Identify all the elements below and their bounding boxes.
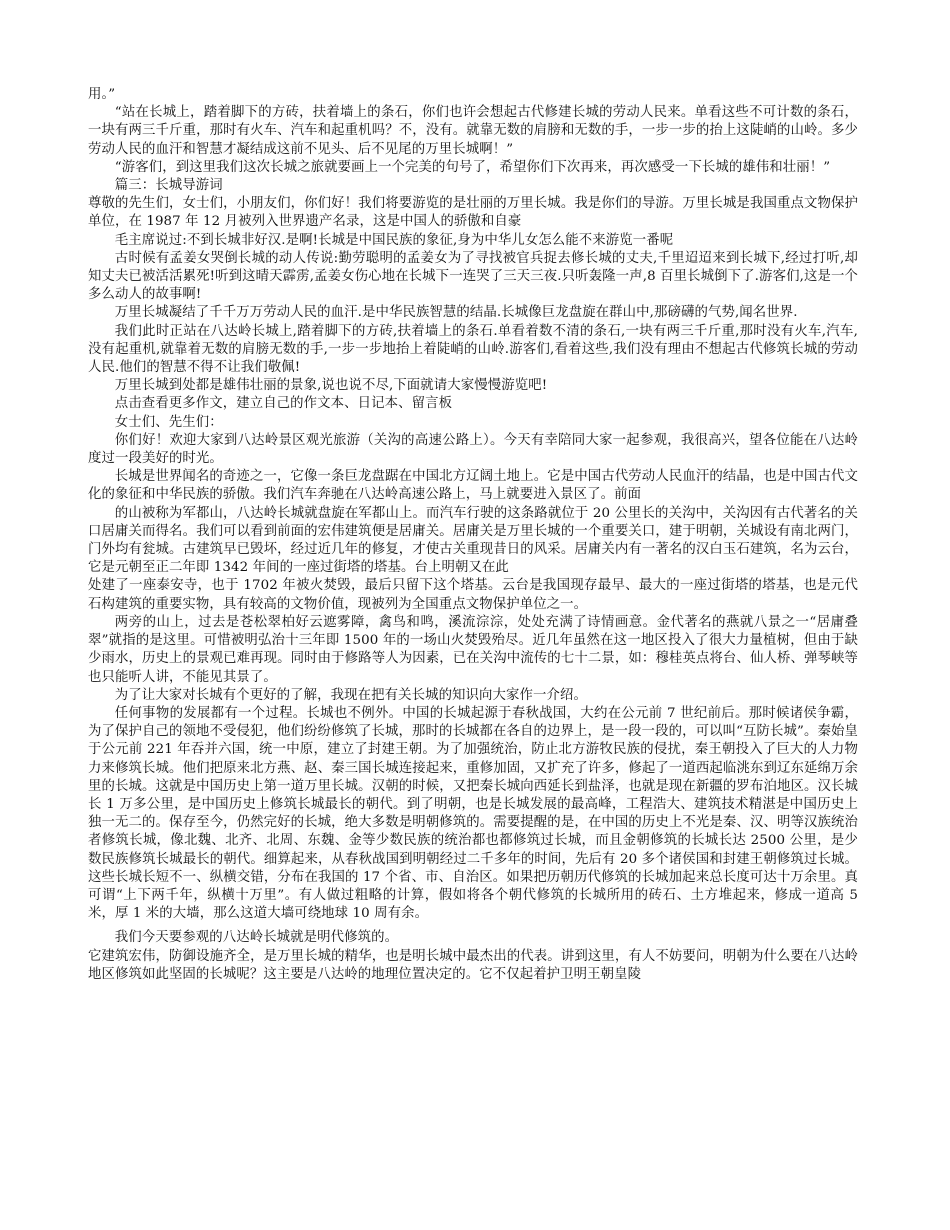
- paragraph: 为了让大家对长城有个更好的了解，我现在把有关长城的知识向大家作一介绍。: [114, 687, 587, 703]
- paragraph: “站在长城上，踏着脚下的方砖，扶着墙上的条石，你们也许会想起古代修建长城的劳动人民来。单看这些不可计数的条石，一块有两三千斤重，那时有火车、汽车和起重机吗？不，没有。就靠无数的肩膀和无数的手，一步一步的抬上这陡峭的山岭。多少劳动人民的血汗和智慧才凝结成这前不见头、后不见尾的万里长城啊！”: [88, 105, 858, 157]
- paragraph: 处建了一座泰安寺，也于 1702 年被火焚毁，最后只留下这个塔基。云台是我国现存最早、最大的一座过街塔的塔基，也是元代石构建筑的重要实物，具有较高的文物价值，现被列为全国重点文物保护单位之一。: [88, 578, 858, 612]
- paragraph: 它建筑宏伟，防御设施齐全，是万里长城的精华，也是明长城中最杰出的代表。讲到这里，有人不妨要问，明朝为什么要在八达岭地区修筑如此坚固的长城呢？这主要是八达岭的地理位置决定的。它不仅起着护卫明王朝皇陵: [88, 948, 858, 982]
- paragraph: 万里长城到处都是雄伟壮丽的景象,说也说不尽,下面就请大家慢慢游览吧!: [114, 378, 548, 394]
- paragraph: “游客们，到这里我们这次长城之旅就要画上一个完美的句号了，希望你们下次再来，再次感受一下长城的雄伟和壮丽！”: [114, 159, 831, 175]
- paragraph: 任何事物的发展都有一个过程。长城也不例外。中国的长城起源于春秋战国，大约在公元前 7 世纪前后。那时候诸侯争霸，为了保护自己的领地不受侵犯，他们纷纷修筑了长城，那时的长城都在各自的边界上，是一段一段的，可以叫“互防长城”。秦始皇于公元前 221 年吞并六国，统一中原，建立了封建王朝。为了加强统治，防止北方游牧民族的侵扰，秦王朝投入了巨大的人力物力来修筑长城。他们把原来北方燕、赵、秦三国长城连接起来，重修加固，又扩充了许多，修起了一道西起临洮东到辽东延绵万余里的长城。这就是中国历史上第一道万里长城。汉朝的时候，又把秦长城向西延长到盐泽，也就是现在新疆的罗布泊地区。汉长城长 1 万多公里，是中国历史上修筑长城最长的朝代。到了明朝，也是长城发展的最高峰，工程浩大、建筑技术精湛是中国历史上独一无二的。保存至今，仍然完好的长城，绝大多数是明朝修筑的。需要提醒的是，在中国的历史上不光是秦、汉、明等汉族统治者修筑长城，像北魏、北齐、北周、东魏、金等少数民族的统治都也都修筑过长城，而且金朝修筑的长城长达 2500 公里，是少数民族修筑长城最长的朝代。细算起来，从春秋战国到明朝经过二千多年的时间，先后有 20 多个诸侯国和封建王朝修筑过长城。这些长城长短不一、纵横交错，分布在我国的 17 个省、市、自治区。如果把历朝历代修筑的长城加起来总长度可达十万余里。真可谓“上下两千年，纵横十万里”。有人做过粗略的计算，假如将各个朝代修筑的长城所用的砖石、土方堆起来，修成一道高 5 米，厚 1 米的大墙，那么这道大墙可绕地球 10 周有余。: [88, 705, 858, 922]
- paragraph: 尊敬的先生们，女士们，小朋友们，你们好！我们将要游览的是壮丽的万里长城。我是你们的导游。万里长城是我国重点文物保护单位，在 1987 年 12 月被列入世界遗产名录，这是中国人的骄傲和自豪: [88, 196, 858, 230]
- paragraph: 毛主席说过:不到长城非好汉.是啊!长城是中国民族的象征,身为中华儿女怎么能不来游览一番呢: [114, 232, 674, 248]
- paragraph: 古时候有孟姜女哭倒长城的动人传说:勤劳聪明的孟姜女为了寻找被官兵捉去修长城的丈夫,千里迢迢来到长城下,经过打听,却知丈夫已被活活累死!听到这晴天霹雳,孟姜女伤心地在长城下一连哭了三天三夜.只听轰隆一声,8 百里长城倒下了.游客们,这是一个多么动人的故事啊!: [88, 250, 858, 303]
- greeting: 女士们、先生们：: [114, 414, 223, 430]
- paragraph: 用。”: [88, 87, 116, 102]
- paragraph: 万里长城凝结了千千万万劳动人民的血汗.是中华民族智慧的结晶.长城像巨龙盘旋在群山中,那磅礴的气势,闻名世界.: [114, 305, 798, 321]
- paragraph: 的山被称为军都山，八达岭长城就盘旋在军都山上。而汽车行驶的这条路就位于 20 公里长的关沟中，关沟因有古代著名的关口居庸关而得名。我们可以看到前面的宏伟建筑便是居庸关。居庸关是万里长城的一个重要关口，建于明朝，关城设有南北两门，门外均有瓮城。古建筑早已毁坏，经过近几年的修复，才使古关重现昔日的风采。居庸关内有一著名的汉白玉石建筑，名为云台，它是元朝至正二年即 1342 年间的一座过街塔的塔基。台上明朝又在此: [88, 505, 858, 576]
- section-heading: 篇三：长城导游词: [114, 178, 223, 194]
- paragraph: 我们此时正站在八达岭长城上,踏着脚下的方砖,扶着墙上的条石.单看着数不清的条石,一块有两三千斤重,那时没有火车,汽车,没有起重机,就靠着无数的肩膀无数的手,一步一步地抬上着陡峭的山岭.游客们,看着这些,我们没有理由不想起古代修筑长城的劳动人民.他们的智慧不得不让我们敬佩!: [88, 323, 858, 376]
- paragraph: 长城是世界闻名的奇迹之一，它像一条巨龙盘踞在中国北方辽阔土地上。它是中国古代劳动人民血汗的结晶，也是中国古代文化的象征和中华民族的骄傲。我们汽车奔驰在八达岭高速公路上，马上就要进入景区了。前面: [88, 469, 858, 503]
- paragraph: 你们好！欢迎大家到八达岭景区观光旅游（关沟的高速公路上）。今天有幸陪同大家一起参观，我很高兴，望各位能在八达岭度过一段美好的时光。: [88, 432, 858, 467]
- more-link-text: 点击查看更多作文，建立自己的作文本、日记本、留言板: [114, 396, 453, 412]
- paragraph: 两旁的山上，过去是苍松翠柏好云遮雾障，禽鸟和鸣，溪流淙淙，处处充满了诗情画意。金代著名的燕就八景之一“居庸叠翠”就指的是这里。可惜被明弘治十三年即 1500 年的一场山火焚毁殆尽。近几年虽然在这一地区投入了很大力量植树，但由于缺少雨水，历史上的景观已难再现。同时由于修路等人为因素，已在关沟中流传的七十二景，如：穆桂英点将台、仙人桥、弹琴峡等也只能听人讲，不能见其景了。: [88, 614, 858, 685]
- paragraph: 我们今天要参观的八达岭长城就是明代修筑的。: [114, 930, 399, 946]
